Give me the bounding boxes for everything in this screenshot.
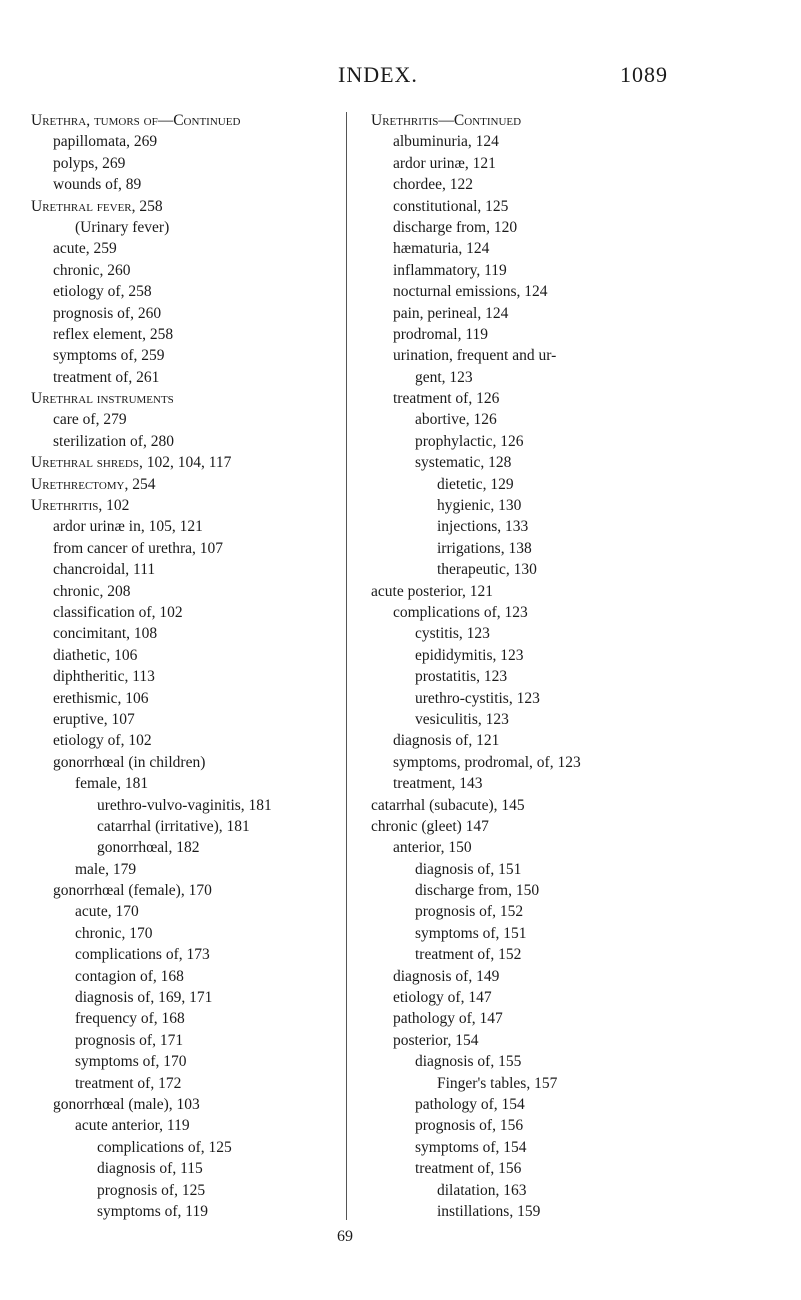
index-entry: gonorrhœal (female), 170 xyxy=(53,882,212,900)
index-entry: discharge from, 120 xyxy=(393,218,518,236)
index-entry: treatment of, 172 xyxy=(75,1074,182,1092)
index-entry: polyps, 269 xyxy=(53,154,126,172)
index-entry: complications of, 123 xyxy=(393,603,528,621)
index-entry: gonorrhœal (male), 103 xyxy=(53,1095,200,1113)
index-entry: care of, 279 xyxy=(53,411,127,429)
index-entry: eruptive, 107 xyxy=(53,710,135,728)
index-entry: Finger's tables, 157 xyxy=(437,1074,558,1092)
index-entry: symptoms of, 151 xyxy=(415,924,527,942)
index-entry: gonorrhœal, 182 xyxy=(97,839,200,857)
index-entry: posterior, 154 xyxy=(393,1031,479,1049)
index-entry: etiology of, 147 xyxy=(393,989,492,1007)
index-entry: treatment, 143 xyxy=(393,775,483,793)
index-entry: erethismic, 106 xyxy=(53,689,149,707)
index-entry: diagnosis of, 149 xyxy=(393,967,500,985)
index-heading: Urethrectomy, 254 xyxy=(31,475,156,493)
index-entry: frequency of, 168 xyxy=(75,1010,185,1028)
index-entry: pathology of, 147 xyxy=(393,1010,503,1028)
index-entry: ardor urinæ, 121 xyxy=(393,154,496,172)
index-entry: diagnosis of, 151 xyxy=(415,860,522,878)
signature-mark: 69 xyxy=(337,1228,353,1245)
index-entry: treatment of, 156 xyxy=(415,1160,522,1178)
index-entry: chronic, 170 xyxy=(75,924,153,942)
index-entry: etiology of, 102 xyxy=(53,732,152,750)
index-entry: symptoms of, 259 xyxy=(53,347,165,365)
index-entry: concimitant, 108 xyxy=(53,625,158,643)
index-entry: treatment of, 152 xyxy=(415,946,522,964)
index-column-left xyxy=(31,110,331,1222)
index-entry: complications of, 125 xyxy=(97,1138,232,1156)
index-entry: diagnosis of, 169, 171 xyxy=(75,989,213,1007)
index-heading: acute posterior, 121 xyxy=(371,582,494,600)
index-entry: cystitis, 123 xyxy=(415,625,490,643)
index-entry: diagnosis of, 115 xyxy=(97,1160,203,1178)
index-entry: hygienic, 130 xyxy=(437,497,522,515)
index-entry: treatment of, 126 xyxy=(393,390,500,408)
index-entry: prodromal, 119 xyxy=(393,325,488,343)
index-heading: catarrhal (subacute), 145 xyxy=(371,796,525,814)
index-entry: symptoms of, 154 xyxy=(415,1138,527,1156)
index-entry: therapeutic, 130 xyxy=(437,561,537,579)
index-entry: prognosis of, 171 xyxy=(75,1031,184,1049)
page-title: INDEX. xyxy=(338,62,418,87)
index-entry: pain, perineal, 124 xyxy=(393,304,509,322)
index-entry: classification of, 102 xyxy=(53,603,183,621)
index-entry: prognosis of, 260 xyxy=(53,304,162,322)
index-entry: female, 181 xyxy=(75,775,149,793)
index-heading: chronic (gleet) 147 xyxy=(371,817,489,835)
index-heading: Urethritis—Continued xyxy=(371,112,522,129)
index-entry: anterior, 150 xyxy=(393,839,472,857)
index-entry: male, 179 xyxy=(75,860,137,878)
index-entry: abortive, 126 xyxy=(415,411,497,429)
index-entry: diphtheritic, 113 xyxy=(53,668,155,686)
index-entry: wounds of, 89 xyxy=(53,176,142,194)
index-entry: complications of, 173 xyxy=(75,946,210,964)
index-entry: diagnosis of, 155 xyxy=(415,1053,522,1071)
index-entry: epididymitis, 123 xyxy=(415,646,524,664)
index-entry: acute, 259 xyxy=(53,240,117,258)
index-entry: papillomata, 269 xyxy=(53,133,158,151)
index-entry: acute, 170 xyxy=(75,903,139,921)
index-entry: nocturnal emissions, 124 xyxy=(393,283,548,301)
index-entry: hæmaturia, 124 xyxy=(393,240,490,258)
index-entry: chordee, 122 xyxy=(393,176,474,194)
index-entry: constitutional, 125 xyxy=(393,197,509,215)
index-entry: chronic, 208 xyxy=(53,582,131,600)
index-entry: prostatitis, 123 xyxy=(415,668,508,686)
index-entry: catarrhal (irritative), 181 xyxy=(97,817,250,835)
index-entry: vesiculitis, 123 xyxy=(415,710,509,728)
index-entry: inflammatory, 119 xyxy=(393,261,507,279)
index-entry: chancroidal, 111 xyxy=(53,561,156,579)
index-heading: Urethritis, 102 xyxy=(31,497,130,515)
index-entry: chronic, 260 xyxy=(53,261,131,279)
index-entry: prognosis of, 125 xyxy=(97,1181,206,1199)
index-entry: ardor urinæ in, 105, 121 xyxy=(53,518,203,536)
index-entry: gonorrhœal (in children) xyxy=(53,753,206,771)
index-heading: Urethral instruments xyxy=(31,390,174,408)
index-entry: (Urinary fever) xyxy=(75,218,170,236)
index-entry: irrigations, 138 xyxy=(437,539,532,557)
index-entry: prognosis of, 152 xyxy=(415,903,524,921)
index-entry: symptoms of, 119 xyxy=(97,1202,208,1220)
index-entry: prognosis of, 156 xyxy=(415,1117,524,1135)
index-entry: albuminuria, 124 xyxy=(393,133,499,151)
index-heading: Urethral shreds, 102, 104, 117 xyxy=(31,454,232,472)
index-entry: diagnosis of, 121 xyxy=(393,732,500,750)
index-entry: sterilization of, 280 xyxy=(53,432,174,450)
running-header xyxy=(0,62,801,94)
index-entry: urethro-cystitis, 123 xyxy=(415,689,540,707)
index-entry: acute anterior, 119 xyxy=(75,1117,190,1135)
index-entry: discharge from, 150 xyxy=(415,882,540,900)
index-entry: injections, 133 xyxy=(437,518,529,536)
index-entry: urination, frequent and ur- xyxy=(393,347,557,365)
index-entry: from cancer of urethra, 107 xyxy=(53,539,223,557)
index-entry: instillations, 159 xyxy=(437,1202,541,1220)
index-heading: Urethra, tumors of—Continued xyxy=(31,112,241,129)
index-entry: prophylactic, 126 xyxy=(415,432,524,450)
index-entry: urethro-vulvo-vaginitis, 181 xyxy=(97,796,272,814)
index-entry: treatment of, 261 xyxy=(53,368,160,386)
index-heading: Urethral fever, 258 xyxy=(31,197,163,215)
index-entry: dietetic, 129 xyxy=(437,475,514,493)
page-number: 1089 xyxy=(620,62,668,87)
index-column-right xyxy=(371,110,791,1222)
index-entry: systematic, 128 xyxy=(415,454,512,472)
index-entry: symptoms, prodromal, of, 123 xyxy=(393,753,581,771)
index-entry: symptoms of, 170 xyxy=(75,1053,187,1071)
index-entry: contagion of, 168 xyxy=(75,967,184,985)
index-entry: reflex element, 258 xyxy=(53,325,174,343)
index-entry: gent, 123 xyxy=(415,368,473,386)
index-entry: etiology of, 258 xyxy=(53,283,152,301)
index-entry: pathology of, 154 xyxy=(415,1095,525,1113)
column-divider xyxy=(346,112,347,1220)
index-entry: dilatation, 163 xyxy=(437,1181,527,1199)
index-entry: diathetic, 106 xyxy=(53,646,138,664)
